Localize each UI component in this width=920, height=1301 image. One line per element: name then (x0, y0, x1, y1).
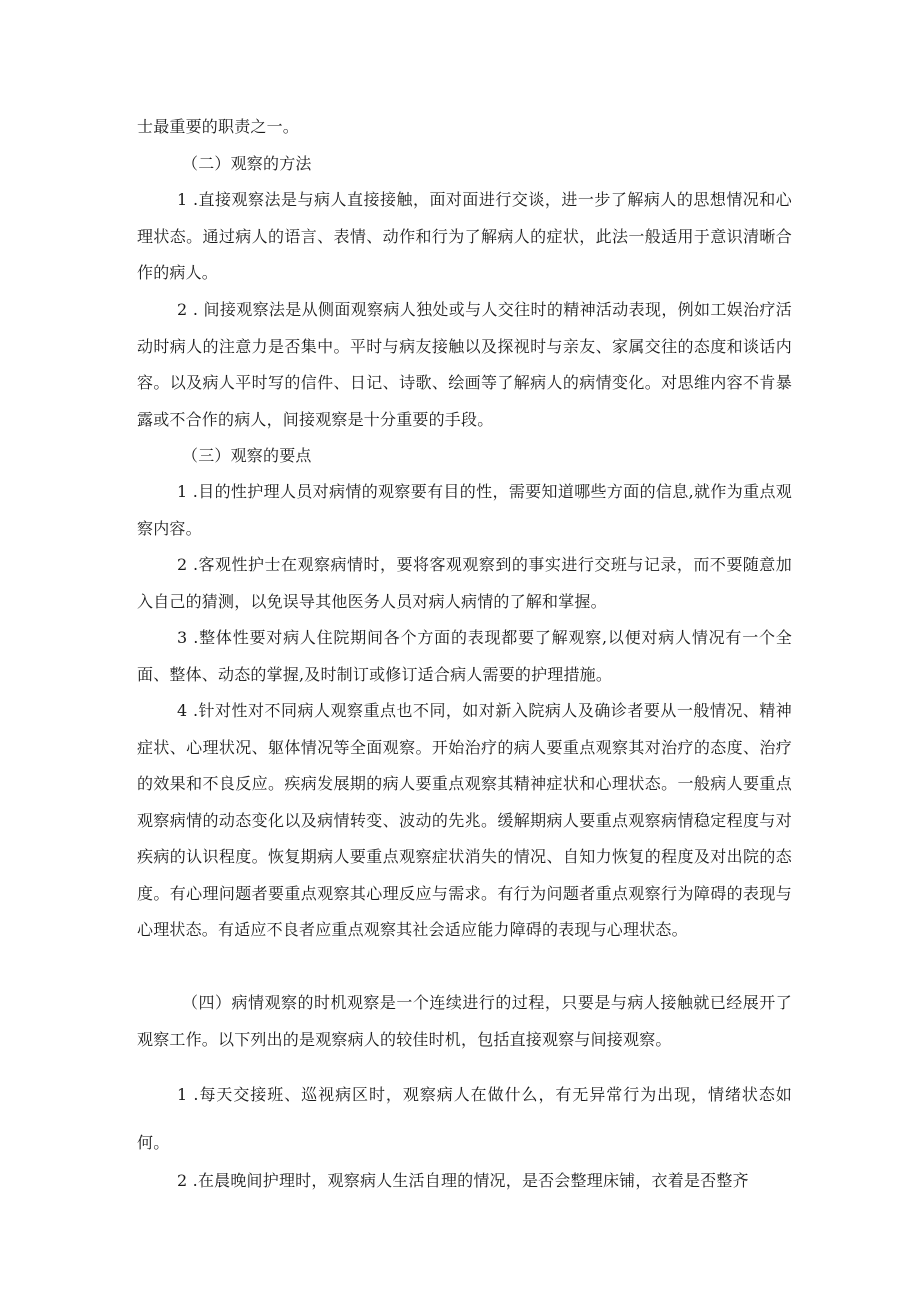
paragraph-direct-observation: 1 .直接观察法是与病人直接接触，面对面进行交谈，进一步了解病人的思想情况和心理状态。通过病人的语言、表情、动作和行为了解病人的症状，此法一般适用于意识清晰合作的病人。 (137, 190, 792, 282)
paragraph-observation-timing: （四）病情观察的时机观察是一个连续进行的过程，只要是与病人接触就已经展开了观察工作。以下列出的是观察病人的较佳时机，包括直接观察与间接观察。 (137, 993, 792, 1049)
paragraph-objectivity: 2 .客观性护士在观察病情时，要将客观观察到的事实进行交班与记录，而不要随意加入自己的猜测，以免误导其他医务人员对病人病情的了解和掌握。 (137, 555, 792, 611)
section-heading-methods: （二）观察的方法 (182, 154, 312, 173)
paragraph-integrity: 3 .整体性要对病人住院期间各个方面的表现都要了解观察,以便对病人情况有一个全面、整体、动态的掌握,及时制订或修订适合病人需要的护理措施。 (137, 628, 792, 684)
paragraph-continuation: 士最重要的职责之一。 (137, 117, 300, 136)
paragraph-purposefulness: 1 .目的性护理人员对病情的观察要有目的性，需要知道哪些方面的信息,就作为重点观察内容。 (137, 482, 792, 538)
section-heading-key-points: （三）观察的要点 (182, 446, 312, 465)
paragraph-timing-morning-evening-care: 2 .在晨晚间护理时，观察病人生活自理的情况，是否会整理床铺，衣着是否整齐 (177, 1171, 749, 1190)
paragraph-pertinence: 4 .针对性对不同病人观察重点也不同，如对新入院病人及确诊者要从一般情况、精神症状、心理状况、躯体情况等全面观察。开始治疗的病人要重点观察其对治疗的态度、治疗的效果和不良反应。疾病发展期的病人要重点观察其精神症状和心理状态。一般病人要重点观察病情的动态变化以及病情转变、波动的先兆。缓解期病人要重点观察病情稳定程度与对疾病的认识程度。恢复期病人要重点观察症状消失的情况、自知力恢复的程度及对出院的态度。有心理问题者要重点观察其心理反应与需求。有行为问题者重点观察行为障碍的表现与心理状态。有适应不良者应重点观察其社会适应能力障碍的表现与心理状态。 (137, 701, 792, 939)
paragraph-indirect-observation: 2 . 间接观察法是从侧面观察病人独处或与人交往时的精神活动表现，例如工娱治疗活动时病人的注意力是否集中。平时与病友接触以及探视时与亲友、家属交往的态度和谈话内容。以及病人平时写的信件、日记、诗歌、绘画等了解病人的病情变化。对思维内容不肯暴露或不合作的病人，间接观察是十分重要的手段。 (137, 300, 792, 429)
paragraph-timing-shift-handover: 1 .每天交接班、巡视病区时，观察病人在做什么，有无异常行为出现，情绪状态如何。 (137, 1085, 792, 1152)
